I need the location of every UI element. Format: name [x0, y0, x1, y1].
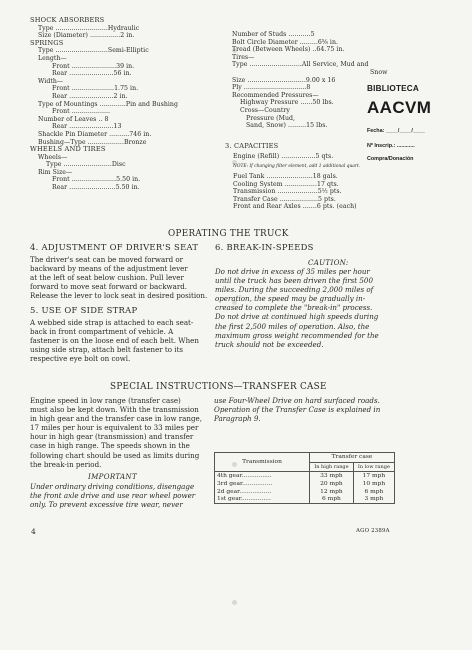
spec-row: Type ..........................Semi-Elliptic	[38, 47, 149, 55]
spec-row: Type ..........................All Service, Mud and	[232, 61, 369, 69]
spec-row: Tread (Between Wheels) ..64.75 in.	[232, 46, 345, 54]
table-cell-high: 12 mph	[310, 488, 354, 496]
spec-row: Rim Size—	[38, 168, 73, 176]
paragraph-line: case in high range. The speeds shown in the	[30, 441, 190, 451]
paragraph-line: 17 miles per hour is equivalent to 33 miles per	[30, 423, 199, 433]
paragraph-line: truck should not be exceeded.	[215, 339, 324, 349]
paragraph-line: miles. During the succeeding 2,000 miles of	[215, 285, 374, 295]
spec-row: Ply ...............................8	[232, 84, 311, 92]
paragraph-line: forward to move seat forward or backward.	[30, 282, 188, 292]
paragraph-line: must also be kept down. With the transmission	[30, 405, 199, 415]
table-cell-high: 20 mph	[310, 480, 354, 488]
paragraph-line: Under ordinary driving conditions, disengage	[30, 482, 195, 491]
spec-row: Type ........................Disc	[46, 161, 126, 169]
paragraph-line: respective eye bolt on cowl.	[30, 354, 131, 364]
table-cell-low: 10 mph	[353, 480, 394, 488]
table-header-high: In high range	[310, 462, 354, 472]
spec-row: Size .............................9.00 x 16	[232, 76, 336, 84]
spec-row: WHEELS AND TIRES	[30, 146, 106, 154]
table-row	[215, 480, 395, 488]
spec-row: Cross—Country	[240, 106, 290, 114]
section-5-heading: 5. USE OF SIDE STRAP	[30, 305, 138, 315]
paragraph-line: Engine speed in low range (transfer case)	[30, 396, 181, 405]
capacity-row: Transmission ....................5½ pts.	[233, 188, 342, 196]
paragraph-line: in high gear and the transfer case in low range,	[30, 414, 202, 424]
spec-row: Bushing—Type ..................Bronze	[38, 138, 147, 146]
spec-row: Highway Pressure ......50 lbs.	[240, 99, 334, 107]
paragraph-line: operation, the speed may be gradually in-	[215, 294, 366, 304]
table-header-transfer: Transfer case	[310, 453, 395, 463]
paragraph-line: only. To prevent excessive tire wear, never	[30, 500, 183, 510]
paragraph-line: following chart should be used as limits during	[30, 450, 200, 460]
table-header-transmission: Transmission	[215, 453, 310, 472]
spec-row: Rear ......................56 in.	[52, 70, 132, 78]
spec-row: Type of Mountings .............Pin and Bushing	[38, 100, 178, 108]
spec-row: Rear ......................2 in.	[52, 92, 128, 100]
paragraph-line: at the left of seat below cushion. Pull lever	[30, 273, 184, 283]
table-row	[215, 472, 395, 480]
paragraph-line: using side strap, attach belt fastener to its	[30, 345, 184, 355]
paragraph-line: back in front compartment of vehicle. A	[30, 327, 174, 337]
special-instructions-right	[214, 396, 394, 423]
spec-list-left	[30, 17, 220, 192]
stamp-fecha: Fecha: ____/____/____	[367, 128, 425, 134]
footer-code: AGO 2389A	[356, 528, 390, 534]
table-cell-high: 6 mph	[310, 496, 354, 504]
spec-row: Wheels—	[38, 153, 68, 161]
capacity-row: Front and Rear Axles .......6 pts. (each)	[233, 203, 357, 211]
table-row	[215, 488, 395, 496]
speed-limit-table	[214, 452, 395, 504]
spec-row: Size (Diameter) ...............2 in.	[38, 32, 135, 40]
library-stamp	[367, 84, 465, 162]
spec-row: Shackle Pin Diameter ..........746 in.	[38, 130, 152, 138]
capacities-list	[233, 173, 393, 211]
paragraph-line: the break-in period.	[30, 459, 102, 469]
table-cell-gear: 1st gear................	[215, 496, 310, 504]
table-cell-high: 33 mph	[310, 472, 354, 480]
spec-row: Sand, Snow) .........15 lbs.	[246, 122, 328, 130]
table-cell-gear: 2d gear.................	[215, 488, 310, 496]
table-cell-low: 6 mph	[353, 488, 394, 496]
capacities-note: NOTE: If changing filter element, add 1 additional quart.	[233, 164, 361, 169]
capacities-engine: Engine (Refill) .................5 qts.	[233, 153, 334, 160]
paragraph-line: creased to complete the "break-in" process.	[215, 303, 373, 313]
spec-row: Tires—	[232, 53, 255, 61]
paragraph-line: the first 2,500 miles of operation. Also, the	[215, 321, 370, 331]
spec-row: Number of Studs ...........5	[232, 31, 315, 38]
paragraph-line: Do not drive at continued high speeds during	[215, 312, 379, 322]
capacity-row: Transfer Case ...................5 pts.	[233, 195, 336, 203]
table-cell-low: 17 mph	[353, 472, 394, 480]
table-cell-low: 3 mph	[353, 496, 394, 504]
paragraph-line: hour in high gear (transmission) and transfer	[30, 432, 194, 442]
paragraph-line: backward by means of the adjustment lever	[30, 264, 188, 274]
caution-heading: CAUTION:	[308, 258, 349, 267]
capacity-row: Cooling System ................17 qts.	[233, 180, 339, 188]
table-cell-gear: 4th gear................	[215, 472, 310, 480]
stamp-inscrip: Nº Inscrip.: ............	[367, 143, 415, 149]
special-instructions-body	[30, 396, 206, 469]
paragraph-line: fastener is on the loose end of each belt. When	[30, 336, 199, 346]
stamp-library: BIBLIOTECA	[367, 84, 420, 93]
spec-row: Width—	[38, 77, 64, 85]
paragraph-line: A webbed side strap is attached to each seat-	[30, 318, 194, 327]
capacity-row: Fuel Tank .......................18 gals.	[233, 173, 338, 180]
section-6-heading: 6. BREAK-IN-SPEEDS	[215, 242, 314, 252]
section-4-body	[30, 255, 206, 300]
spec-row: Number of Leaves .. 8	[38, 115, 109, 123]
table-header-low: In low range	[353, 462, 394, 472]
spec-row: Bolt Circle Diameter .........6⅝ in.	[232, 38, 339, 46]
paragraph-line: Operation of the Transfer Case is explained in	[214, 405, 381, 415]
paragraph-line: the front axle drive and use rear wheel power	[30, 491, 196, 501]
paragraph-line: Release the lever to lock seat in desired position.	[30, 291, 208, 301]
spec-row: Pressure (Mud,	[246, 114, 296, 122]
stamp-org: AACVM	[367, 98, 432, 117]
special-instructions-title: SPECIAL INSTRUCTIONS—TRANSFER CASE	[110, 382, 327, 392]
stamp-compra: Compra/Donación	[367, 156, 414, 162]
capacities-heading: 3. CAPACITIES	[225, 142, 279, 150]
important-body	[30, 482, 206, 509]
spec-row: Length—	[38, 54, 67, 62]
paragraph-line: Paragraph 9.	[214, 414, 261, 424]
main-title: OPERATING THE TRUCK	[168, 229, 289, 239]
spec-row: Front ......................5.50 in.	[52, 176, 141, 184]
section-6-body	[215, 267, 395, 349]
spec-row: SHOCK ABSORBERS	[30, 17, 105, 24]
spec-row: Rear .......................5.50 in.	[52, 184, 140, 192]
spec-row: Front ...................	[52, 108, 111, 116]
paragraph-line: until the truck has been driven the first 500	[215, 276, 373, 286]
paragraph-line: The driver's seat can be moved forward or	[30, 255, 184, 264]
table-row	[215, 496, 395, 504]
spec-row: Front .....................1.75 in.	[52, 85, 139, 93]
important-heading: IMPORTANT	[88, 472, 137, 481]
page-number: 4	[31, 527, 36, 536]
section-5-body	[30, 318, 206, 363]
paragraph-line: maximum gross weight recommended for the	[215, 330, 379, 340]
table-cell-gear: 3rd gear................	[215, 480, 310, 488]
spec-row: Snow	[370, 68, 388, 76]
paragraph-line: Do not drive in excess of 35 miles per hour	[215, 267, 370, 276]
spec-row: Recommended Pressures—	[232, 91, 319, 99]
spec-row: Rear ......................13	[52, 123, 122, 131]
section-4-heading: 4. ADJUSTMENT OF DRIVER'S SEAT	[30, 242, 199, 252]
spec-row: Front ......................39 in.	[52, 62, 135, 70]
spec-row: SPRINGS	[30, 39, 64, 47]
spec-row: Type ..........................Hydraulic	[38, 24, 140, 32]
paragraph-line: use Four-Wheel Drive on hard surfaced roads.	[214, 396, 380, 405]
